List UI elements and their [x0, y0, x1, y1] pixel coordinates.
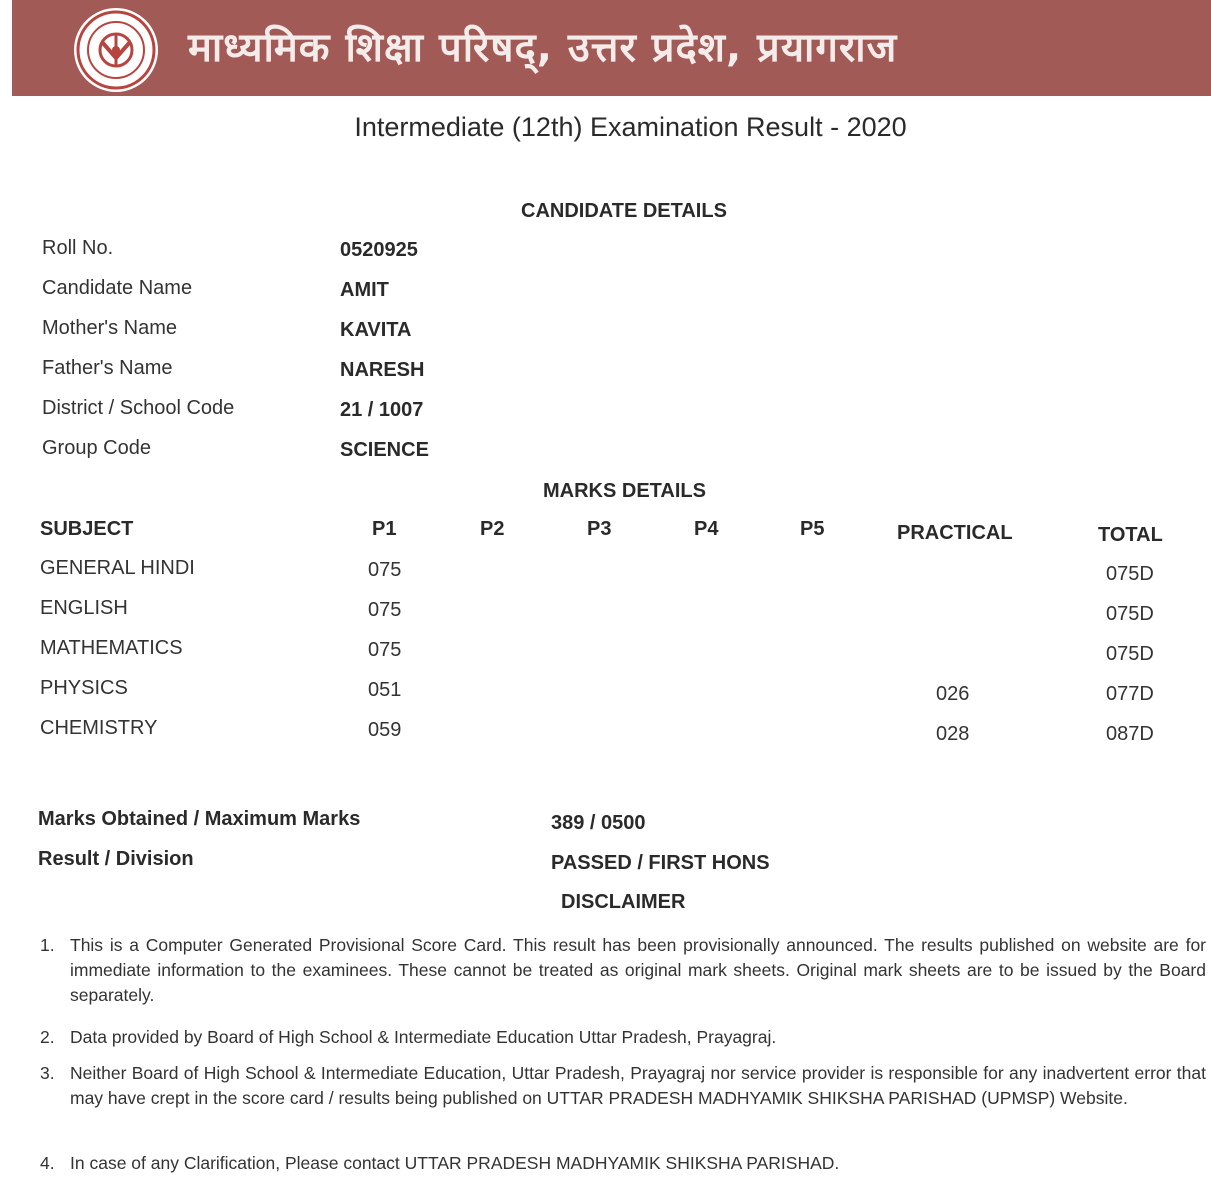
- father-name-value: NARESH: [340, 359, 425, 381]
- disclaimer-item: [40, 1061, 1206, 1111]
- p1-cell: 075: [368, 599, 402, 621]
- subject-cell: ENGLISH: [40, 597, 128, 619]
- subject-cell: CHEMISTRY: [40, 717, 158, 739]
- upmsp-seal-icon: [72, 6, 160, 94]
- total-cell: 075D: [1106, 603, 1154, 625]
- mother-name-label: Mother's Name: [42, 317, 177, 339]
- disclaimer-item-text: This is a Computer Generated Provisional Score Card. This result has been provisionally announced. The results published on website are for immediate information to the examinees. These cannot be treated as original mark sheets. Original mark sheets are to be issued by the Board separately.: [70, 935, 1206, 1005]
- column-header-subject: SUBJECT: [40, 518, 134, 540]
- disclaimer-item-text: Data provided by Board of High School & Intermediate Education Uttar Pradesh, Prayagraj.: [70, 1027, 777, 1047]
- subject-cell: MATHEMATICS: [40, 637, 183, 659]
- header-banner: [12, 0, 1211, 96]
- column-header-p3: P3: [587, 518, 612, 540]
- result-division-label: Result / Division: [38, 848, 194, 870]
- disclaimer-item: [40, 1151, 1206, 1176]
- subject-cell: GENERAL HINDI: [40, 557, 195, 579]
- candidate-name-value: AMIT: [340, 279, 389, 301]
- column-header-p5: P5: [800, 518, 825, 540]
- total-cell: 077D: [1106, 683, 1154, 705]
- p1-cell: 059: [368, 719, 402, 741]
- practical-cell: 026: [936, 683, 970, 705]
- disclaimer-item-number: 1.: [40, 935, 55, 955]
- disclaimer-item-text: In case of any Clarification, Please contact UTTAR PRADESH MADHYAMIK SHIKSHA PARISHAD.: [70, 1153, 840, 1173]
- marks-details-heading: MARKS DETAILS: [543, 480, 706, 502]
- marks-obtained-label: Marks Obtained / Maximum Marks: [38, 808, 361, 830]
- column-header-p2: P2: [480, 518, 505, 540]
- disclaimer-item-text: Neither Board of High School & Intermediate Education, Uttar Pradesh, Prayagraj nor service provider is responsible for any inadvertent error that may have crept in the score card / results being published on UTTAR PRADESH MADHYAMIK SHIKSHA PARISHAD (UPMSP) Website.: [70, 1063, 1206, 1108]
- candidate-name-label: Candidate Name: [42, 277, 193, 299]
- disclaimer-heading: DISCLAIMER: [561, 891, 686, 913]
- p1-cell: 075: [368, 639, 402, 661]
- result-division-value: PASSED / FIRST HONS: [551, 852, 770, 874]
- disclaimer-item: [40, 933, 1206, 1008]
- column-header-total: TOTAL: [1098, 524, 1163, 546]
- total-cell: 075D: [1106, 643, 1154, 665]
- candidate-details-heading: CANDIDATE DETAILS: [521, 200, 727, 222]
- disclaimer-item-number: 4.: [40, 1153, 55, 1173]
- subject-cell: PHYSICS: [40, 677, 128, 699]
- disclaimer-item-number: 3.: [40, 1063, 55, 1083]
- group-code-value: SCIENCE: [340, 439, 429, 461]
- district-school-code-value: 21 / 1007: [340, 399, 424, 421]
- total-cell: 087D: [1106, 723, 1154, 745]
- practical-cell: 028: [936, 723, 970, 745]
- column-header-p4: P4: [694, 518, 719, 540]
- column-header-p1: P1: [372, 518, 397, 540]
- roll-no-value: 0520925: [340, 239, 418, 261]
- p1-cell: 051: [368, 679, 402, 701]
- exam-title: Intermediate (12th) Examination Result - 2020: [354, 112, 907, 142]
- mother-name-value: KAVITA: [340, 319, 412, 341]
- p1-cell: 075: [368, 559, 402, 581]
- board-name: माध्यमिक शिक्षा परिषद्, उत्तर प्रदेश, प्रयागराज: [188, 25, 898, 71]
- disclaimer-item-number: 2.: [40, 1027, 55, 1047]
- column-header-practical: PRACTICAL: [897, 522, 1013, 544]
- district-school-code-label: District / School Code: [42, 397, 235, 419]
- disclaimer-item: [40, 1025, 1206, 1050]
- total-cell: 075D: [1106, 563, 1154, 585]
- marks-obtained-value: 389 / 0500: [551, 812, 646, 834]
- roll-no-label: Roll No.: [42, 237, 114, 259]
- father-name-label: Father's Name: [42, 357, 173, 379]
- group-code-label: Group Code: [42, 437, 151, 459]
